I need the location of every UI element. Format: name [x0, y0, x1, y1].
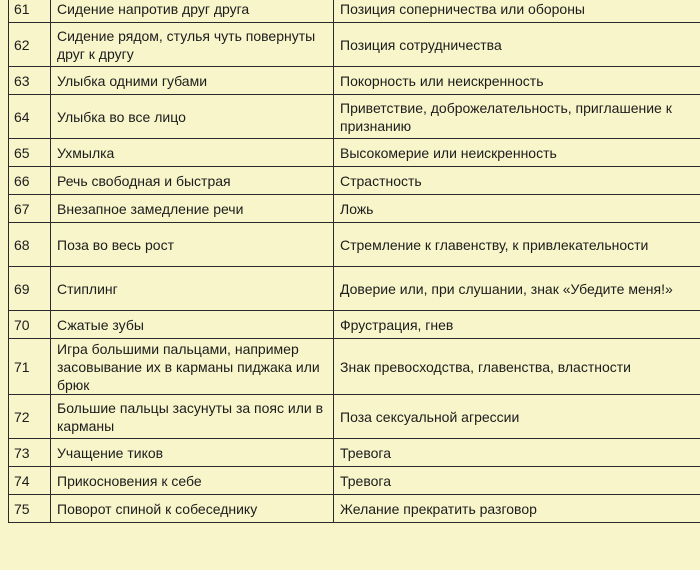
sign-cell: Большие пальцы засунуты за пояс или в карманы — [51, 395, 334, 439]
row-number: 64 — [9, 95, 51, 139]
meaning-cell: Знак превосходства, главенства, властности — [334, 339, 700, 395]
sign-cell: Сидение напротив друг друга — [51, 0, 334, 23]
sign-cell: Стиплинг — [51, 267, 334, 311]
row-number: 65 — [9, 139, 51, 167]
sign-cell: Сидение рядом, стулья чуть повернуты друг к другу — [51, 23, 334, 67]
table-row — [9, 0, 700, 23]
meaning-cell: Фрустрация, гнев — [334, 311, 700, 339]
row-number: 67 — [9, 195, 51, 223]
table-row — [9, 267, 700, 311]
table-row — [9, 167, 700, 195]
table-row — [9, 339, 700, 395]
meaning-cell: Тревога — [334, 439, 700, 467]
table-row — [9, 223, 700, 267]
meaning-cell: Ложь — [334, 195, 700, 223]
sign-cell: Учащение тиков — [51, 439, 334, 467]
row-number: 61 — [9, 0, 51, 23]
meaning-cell: Страстность — [334, 167, 700, 195]
table-row — [9, 195, 700, 223]
meaning-cell: Позиция соперничества или обороны — [334, 0, 700, 23]
row-number: 72 — [9, 395, 51, 439]
sign-cell: Игра большими пальцами, например засовывание их в карманы пиджака или брюк — [51, 339, 334, 395]
meaning-cell: Поза сексуальной агрессии — [334, 395, 700, 439]
sign-cell: Сжатые зубы — [51, 311, 334, 339]
row-number: 71 — [9, 339, 51, 395]
table-row — [9, 439, 700, 467]
table-row — [9, 395, 700, 439]
sign-cell: Поворот спиной к собеседнику — [51, 495, 334, 523]
meaning-cell: Стремление к главенству, к привлекательности — [334, 223, 700, 267]
table-row — [9, 495, 700, 523]
sign-cell: Улыбка во все лицо — [51, 95, 334, 139]
row-number: 66 — [9, 167, 51, 195]
row-number: 73 — [9, 439, 51, 467]
row-number: 69 — [9, 267, 51, 311]
table-row — [9, 311, 700, 339]
sign-cell: Внезапное замедление речи — [51, 195, 334, 223]
row-number: 70 — [9, 311, 51, 339]
meaning-cell: Высокомерие или неискренность — [334, 139, 700, 167]
row-number: 62 — [9, 23, 51, 67]
row-number: 74 — [9, 467, 51, 495]
meaning-cell: Желание прекратить разговор — [334, 495, 700, 523]
table-row — [9, 467, 700, 495]
row-number: 68 — [9, 223, 51, 267]
gestures-table — [8, 0, 700, 523]
table-row — [9, 23, 700, 67]
sign-cell: Поза во весь рост — [51, 223, 334, 267]
meaning-cell: Доверие или, при слушании, знак «Убедите меня!» — [334, 267, 700, 311]
row-number: 75 — [9, 495, 51, 523]
table-row — [9, 139, 700, 167]
sign-cell: Прикосновения к себе — [51, 467, 334, 495]
sign-cell: Ухмылка — [51, 139, 334, 167]
table-row — [9, 95, 700, 139]
table-row — [9, 67, 700, 95]
row-number: 63 — [9, 67, 51, 95]
sign-cell: Улыбка одними губами — [51, 67, 334, 95]
sign-cell: Речь свободная и быстрая — [51, 167, 334, 195]
meaning-cell: Позиция сотрудничества — [334, 23, 700, 67]
meaning-cell: Приветствие, доброжелательность, приглашение к признанию — [334, 95, 700, 139]
meaning-cell: Тревога — [334, 467, 700, 495]
meaning-cell: Покорность или неискренность — [334, 67, 700, 95]
